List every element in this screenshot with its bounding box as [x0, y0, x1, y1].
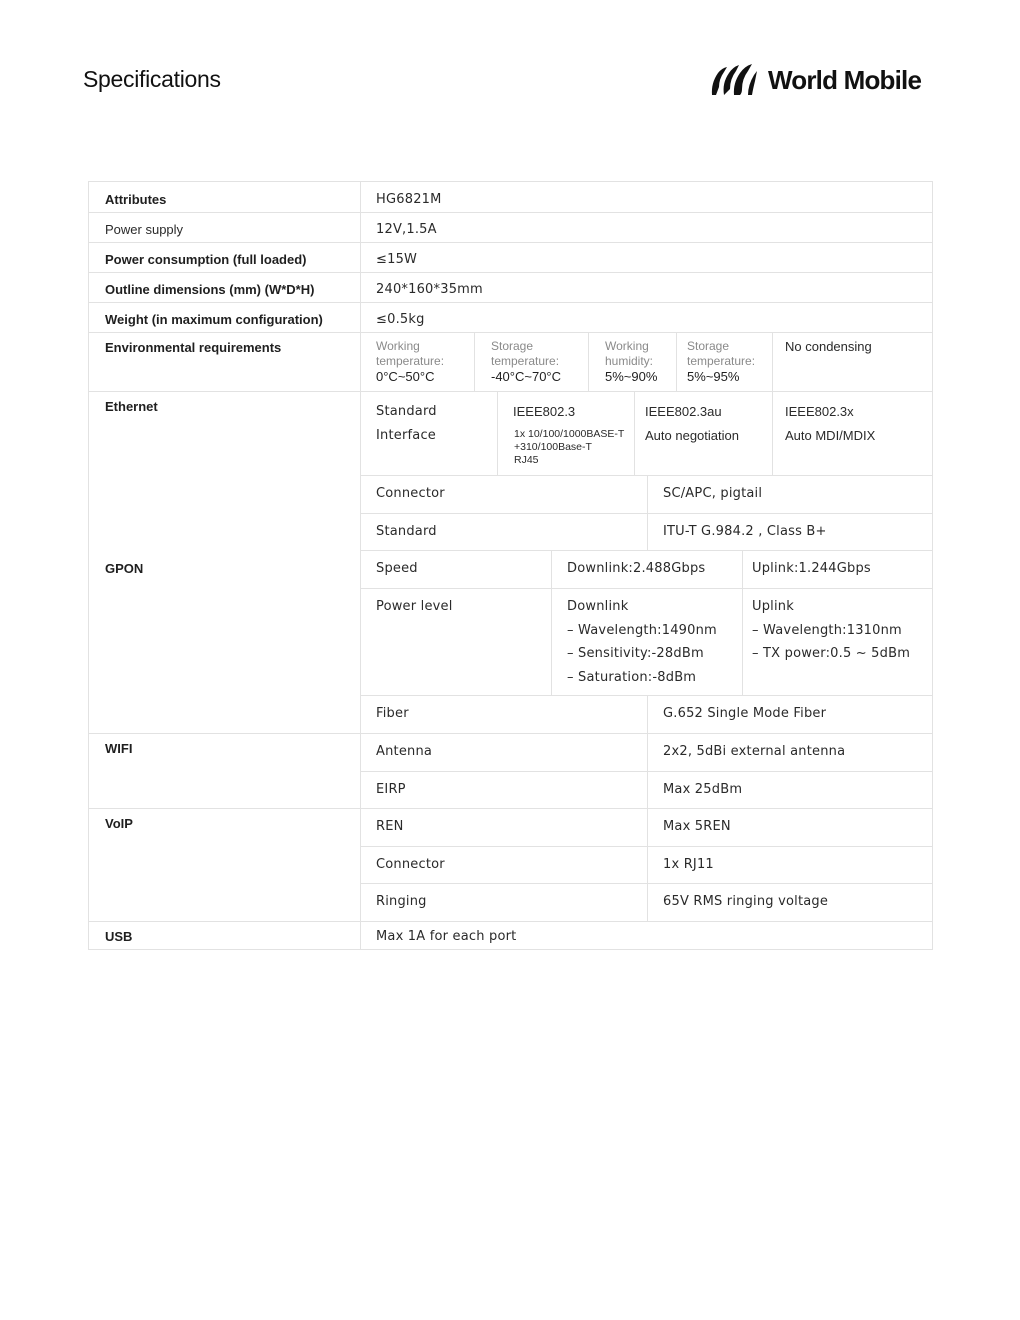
env-storage-temp-line1: Storage — [491, 339, 534, 353]
env-working-humidity — [588, 332, 676, 391]
gpon-speed-label: Speed — [376, 561, 418, 576]
gpon-standard-value: ITU-T G.984.2 , Class B+ — [663, 524, 827, 539]
ethernet-standard-label: Standard — [376, 404, 437, 419]
voip-ringing-label: Ringing — [376, 894, 427, 909]
env-storage-humidity-line2: temperature: — [687, 354, 756, 368]
ethernet-interface-line3: RJ45 — [514, 454, 539, 466]
gpon-uplink-title: Uplink — [752, 599, 794, 614]
power-supply-value: 12V,1.5A — [376, 222, 437, 237]
ethernet-auto-negotiation: Auto negotiation — [645, 428, 739, 443]
gpon-connector-value: SC/APC, pigtail — [663, 486, 763, 501]
gpon-fiber-label: Fiber — [376, 706, 409, 721]
gpon-connector-label: Connector — [376, 486, 445, 501]
gpon-standard-label: Standard — [376, 524, 437, 539]
env-working-humidity-line2: humidity: — [605, 354, 654, 368]
wifi-label: WIFI — [105, 741, 133, 756]
env-storage-temp-value: -40°C~70°C — [491, 369, 562, 384]
ethernet-interface-line1: 1x 10/100/1000BASE-T — [514, 428, 625, 440]
wifi-antenna-value: 2x2, 5dBi external antenna — [663, 744, 846, 759]
page-title: Specifications — [83, 66, 221, 92]
outline-dimensions-value: 240*160*35mm — [376, 282, 483, 297]
ethernet-interface-line2: +310/100Base-T — [514, 441, 592, 453]
env-storage-temp-line2: temperature: — [491, 354, 560, 368]
gpon-uplink-wavelength: – Wavelength:1310nm — [752, 622, 902, 638]
environmental-label: Environmental requirements — [105, 340, 282, 355]
ethernet-interface-ports — [497, 428, 634, 468]
gpon-power-level-label: Power level — [376, 599, 453, 614]
wifi-eirp-value: Max 25dBm — [663, 782, 743, 797]
attributes-label: Attributes — [105, 192, 167, 207]
env-working-humidity-line1: Working — [605, 339, 649, 353]
env-working-temp-value: 0°C~50°C — [376, 369, 435, 384]
gpon-downlink-saturation: – Saturation:-8dBm — [567, 669, 697, 685]
env-storage-humidity-line1: Storage — [687, 339, 730, 353]
specifications-table — [88, 181, 933, 950]
gpon-uplink-list — [742, 588, 932, 695]
gpon-downlink-title: Downlink — [567, 599, 629, 614]
world-mobile-logo — [710, 62, 921, 98]
env-no-condensing: No condensing — [785, 339, 872, 354]
outline-dimensions-label: Outline dimensions (mm) (W*D*H) — [105, 282, 315, 297]
ethernet-label: Ethernet — [105, 399, 158, 414]
usb-label: USB — [105, 929, 133, 944]
weight-value: ≤0.5kg — [376, 312, 425, 327]
env-working-humidity-value: 5%~90% — [605, 369, 658, 384]
gpon-uplink-tx-power: – TX power:0.5 ~ 5dBm — [752, 646, 911, 661]
env-working-temp — [360, 332, 474, 391]
gpon-downlink-wavelength: – Wavelength:1490nm — [567, 622, 717, 638]
wifi-eirp-label: EIRP — [376, 782, 406, 797]
world-mobile-logo-icon — [710, 63, 758, 97]
env-storage-humidity-value: 5%~95% — [687, 369, 740, 384]
weight-label: Weight (in maximum configuration) — [105, 312, 323, 327]
gpon-downlink-list — [551, 588, 742, 695]
gpon-fiber-value: G.652 Single Mode Fiber — [663, 706, 827, 721]
voip-connector-value: 1x RJ11 — [663, 857, 714, 872]
ethernet-interface-label: Interface — [376, 428, 437, 443]
env-storage-humidity — [676, 332, 772, 391]
voip-ren-label: REN — [376, 819, 404, 834]
attributes-value: HG6821M — [376, 192, 442, 207]
gpon-speed-uplink: Uplink:1.244Gbps — [752, 561, 871, 576]
env-storage-temp — [474, 332, 588, 391]
logo-wordmark: World Mobile — [768, 64, 922, 95]
gpon-speed-downlink: Downlink:2.488Gbps — [567, 561, 706, 576]
voip-label: VoIP — [105, 816, 133, 831]
ethernet-ieee8023x: IEEE802.3x — [785, 404, 854, 419]
power-consumption-value: ≤15W — [376, 252, 418, 267]
voip-ringing-value: 65V RMS ringing voltage — [663, 894, 829, 909]
ethernet-ieee8023au: IEEE802.3au — [645, 404, 722, 419]
voip-ren-value: Max 5REN — [663, 819, 731, 834]
env-working-temp-line2: temperature: — [376, 354, 445, 368]
usb-value: Max 1A for each port — [376, 929, 517, 944]
power-consumption-label: Power consumption (full loaded) — [105, 252, 307, 267]
power-supply-label: Power supply — [105, 222, 184, 237]
gpon-downlink-sensitivity: – Sensitivity:-28dBm — [567, 646, 704, 661]
voip-connector-label: Connector — [376, 857, 445, 872]
env-working-temp-line1: Working — [376, 339, 420, 353]
ethernet-auto-mdi: Auto MDI/MDIX — [785, 428, 876, 443]
wifi-antenna-label: Antenna — [376, 744, 433, 759]
gpon-label: GPON — [105, 561, 144, 576]
ethernet-ieee8023: IEEE802.3 — [513, 404, 576, 419]
